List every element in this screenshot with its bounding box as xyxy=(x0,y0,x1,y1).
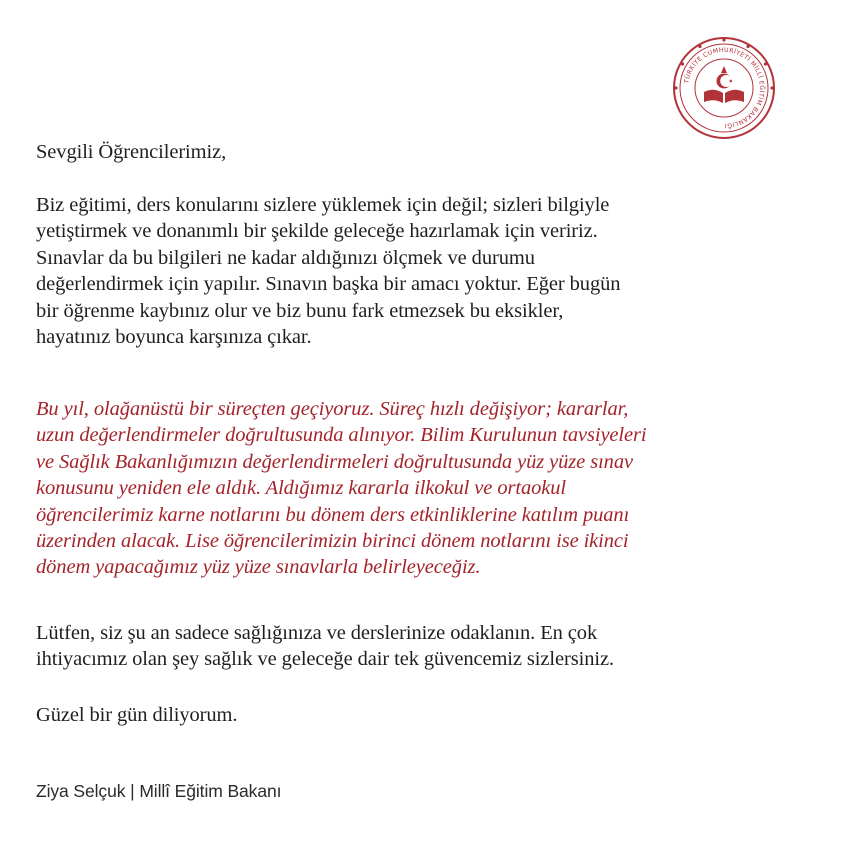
ministry-seal-logo xyxy=(672,36,776,140)
letter-paragraph-highlighted: Bu yıl, olağanüstü bir süreçten geçiyoruz. Süreç hızlı değişiyor; kararlar, uzun değerlendirmeler doğrultusunda alınıyor. Bilim Kurulunun tavsiyeleri ve Sağlık Bakanlığımızın değerlendirmeleri doğrultusunda yüz yüze sınav konusunu yeniden ele aldık. Aldığımız kararla ilkokul ve ortaokul öğrencilerimiz karne notlarını bu dönem ders etkinliklerine katılım puanı üzerinden alacak. Lise öğrencilerimizin birinci dönem notlarını ise ikinci dönem yapacağımız yüz yüze sınavlarla belirleyeceğiz. xyxy=(36,398,647,579)
letter-greeting: Sevgili Öğrencilerimiz, xyxy=(36,141,227,163)
letter-closing: Güzel bir gün diliyorum. xyxy=(36,704,238,726)
svg-text:TÜRKİYE CUMHURİYETİ MİLLÎ EĞİT: TÜRKİYE CUMHURİYETİ MİLLÎ EĞİTİM BAKANLIĞI xyxy=(683,46,766,130)
letter-paragraph-3: Lütfen, siz şu an sadece sağlığınıza ve derslerinize odaklanın. En çok ihtiyacımız olan şey sağlık ve geleceğe dair tek güvencemiz sizlersiniz. xyxy=(36,622,614,671)
letter-signature: Ziya Selçuk | Millî Eğitim Bakanı xyxy=(36,781,282,801)
letter-paragraph-1: Biz eğitimi, ders konularını sizlere yüklemek için değil; sizleri bilgiyle yetiştirmek ve donanımlı bir şekilde geleceğe hazırlamak için veririz. Sınavlar da bu bilgileri ne kadar aldığınızı ölçmek ve durumu değerlendirmek için yapılır. Sınavın başka bir amacı yoktur. Eğer bugün bir öğrenme kaybınız olur ve biz bunu fark etmezsek bu eksikler, hayatınız boyunca karşınıza çıkar. xyxy=(36,194,621,349)
